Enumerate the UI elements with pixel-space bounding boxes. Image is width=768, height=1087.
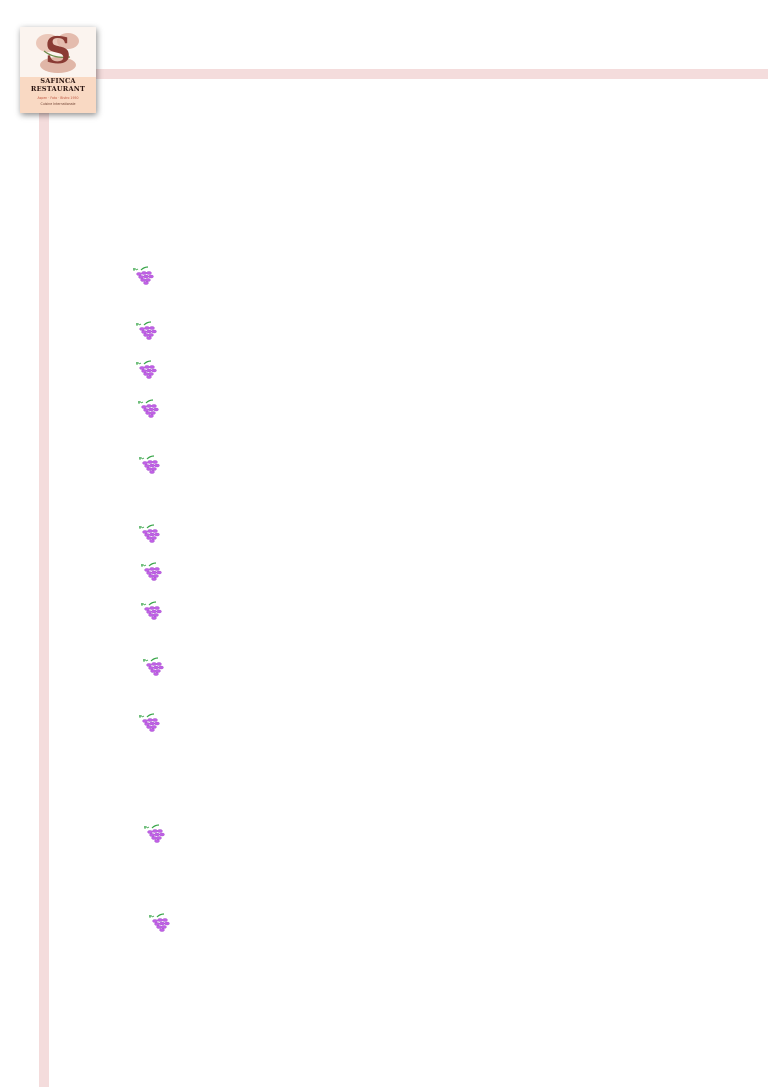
- header-rule: [92, 69, 768, 79]
- grape-bunch-icon: [139, 562, 165, 582]
- logo-name-line2: RESTAURANT: [30, 85, 86, 93]
- grape-bunch-icon: [136, 399, 162, 419]
- svg-text:S: S: [45, 30, 71, 72]
- grape-bunch-icon: [139, 601, 165, 621]
- grape-bunch-icon: [134, 360, 160, 380]
- logo-subtitle: Cuisine Internationale: [40, 102, 76, 106]
- grape-bunch-icon: [137, 713, 163, 733]
- grape-bunch-icon: [142, 824, 168, 844]
- logo-tagline: Aspen · Foto · Bistro 1950: [37, 96, 79, 100]
- grape-bunch-icon: [134, 321, 160, 341]
- grape-bunch-icon: [137, 455, 163, 475]
- restaurant-logo: [20, 27, 96, 113]
- left-margin-rule: [39, 112, 49, 1087]
- grape-bunch-icon: [137, 524, 163, 544]
- grape-bunch-icon: [131, 266, 157, 286]
- grape-bunch-icon: [141, 657, 167, 677]
- grape-bunch-icon: [147, 913, 173, 933]
- restaurant-logo-monogram-icon: [34, 29, 82, 75]
- logo-name-line1: SAFINCA: [40, 77, 76, 85]
